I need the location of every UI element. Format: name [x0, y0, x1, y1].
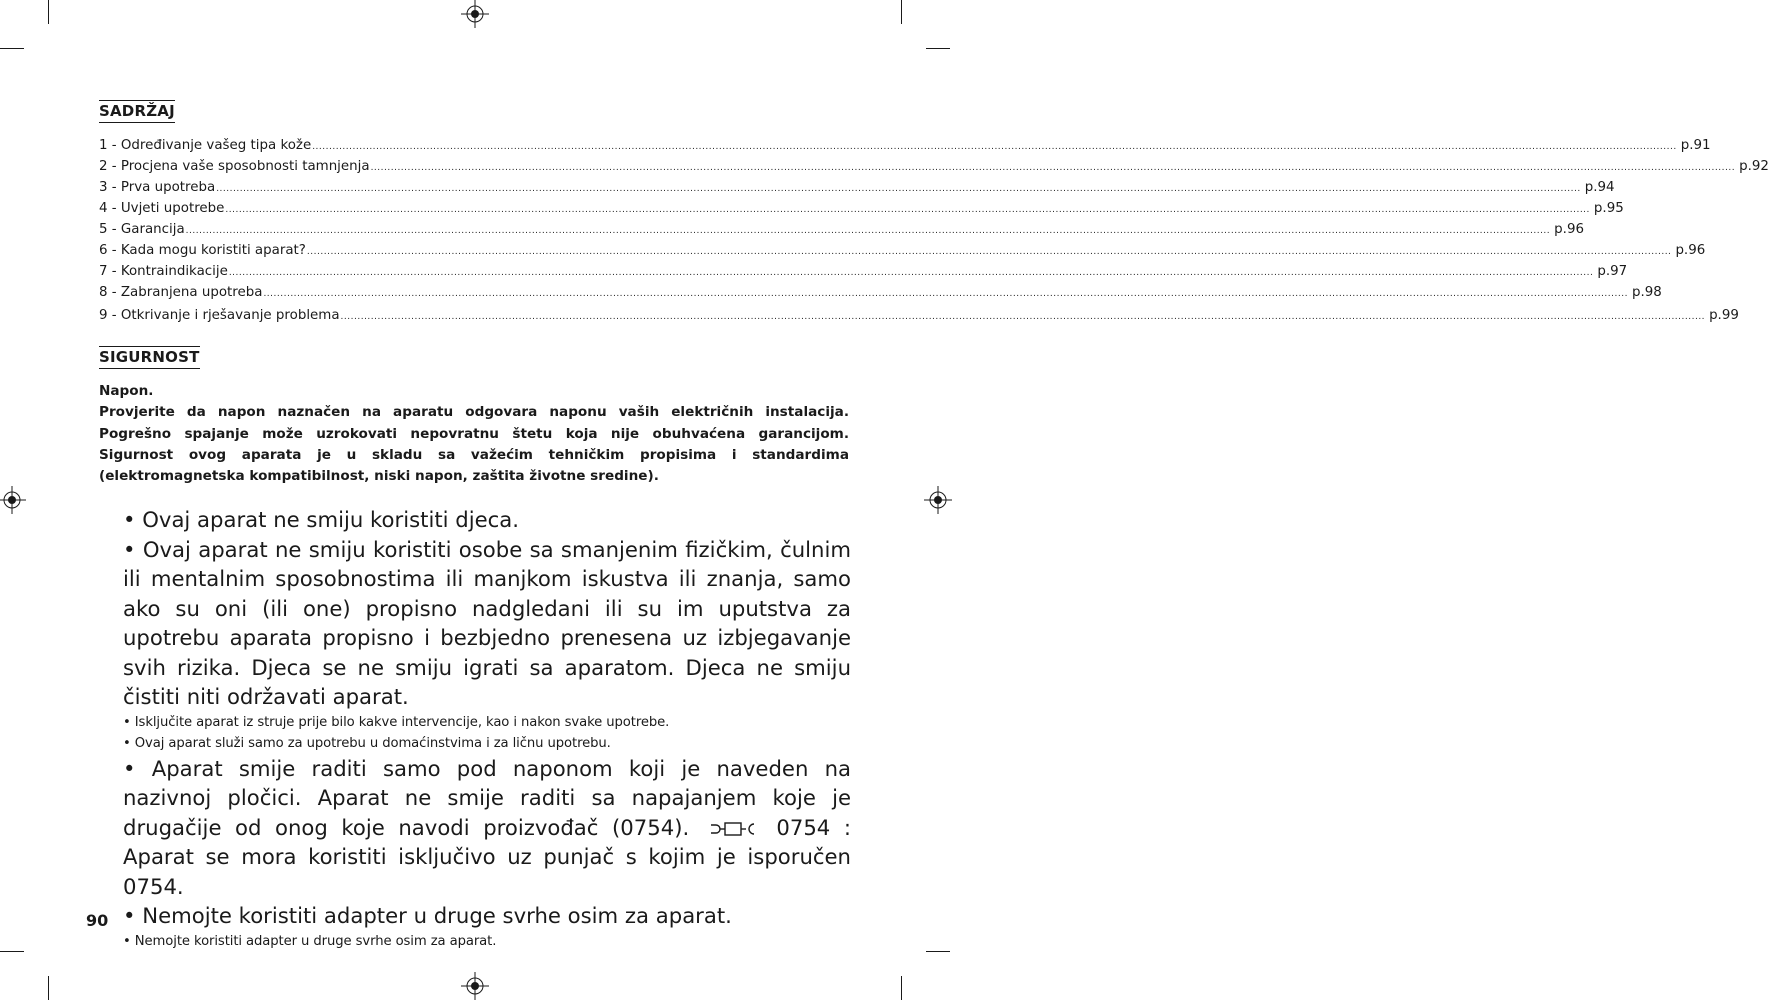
instruction-charger-text: 0754 : Aparat se mora koristiti isključivo uz punjač s kojim je isporučen 0754. — [123, 814, 851, 899]
crop-mark — [901, 976, 902, 1000]
instruction-household-use: • Ovaj aparat služi samo za upotrebu u domaćinstvima i za ličnu upotrebu. — [123, 735, 611, 751]
toc-heading: SADRŽAJ — [99, 100, 175, 123]
toc-page-number: 97 — [1610, 264, 1628, 279]
toc-row[interactable] — [99, 156, 1769, 177]
instruction-voltage-text: • Aparat smije raditi samo pod naponom koji je naveden na nazivnoj pločici. Aparat ne smije raditi sa napajanjem koje je drugačije od onog koje navodi proizvođač (0754). — [123, 755, 851, 840]
instruction-unplug: • Isključite aparat iz struje prije bilo kakve intervencije, kao i nakon svake upotrebe. — [123, 714, 670, 730]
toc-row[interactable] — [99, 240, 1706, 261]
toc-page-prefix: p. — [1739, 159, 1752, 174]
safety-instructions — [123, 505, 851, 952]
toc-leader: ...................................................................................................................................................................................................................................................................................................................................................................................................................... — [312, 142, 1677, 152]
instruction-reduced-capabilities: • Ovaj aparat ne smiju koristiti osobe sa smanjenim fizičkim, čulnim ili mentalnim sposobnostima ili manjkom iskustva ili znanja, samo ako su oni (ili one) propisno nadgledani ili su im uputstva za upotrebu aparata propisno i bezbjedno prenesena uz izbjegavanje svih rizika. Djeca se ne smiju igrati sa aparatom. Djeca ne smiju čistiti niti održavati aparat. — [123, 536, 851, 709]
crop-mark — [0, 48, 24, 49]
toc-row[interactable] — [99, 261, 1628, 282]
toc-page-number: 98 — [1644, 285, 1662, 300]
instruction-adapter: • Nemojte koristiti adapter u druge svrhe osim za aparat. — [123, 903, 732, 928]
warning-body: Provjerite da napon naznačen na aparatu odgovara naponu vaših električnih instalacija. Pogrešno spajanje može uzrokovati nepovratnu štetu koja nije obuhvaćena garancijom. Sigurnost ovog aparata je u skladu sa važećim tehničkim propisima i standardima (elektromagnetska kompatibilnost, niski napon, zaštita životne sredine). — [99, 404, 849, 485]
toc-page-prefix: p. — [1631, 285, 1645, 300]
toc-title: 8 - Zabranjena upotreba — [99, 285, 263, 300]
toc-page-number: 94 — [1597, 180, 1615, 195]
toc-leader: ...................................................................................................................................................................................................................................................................................................................................................................................................................... — [370, 163, 1736, 173]
toc-title: 4 - Uvjeti upotrebe — [99, 201, 225, 216]
toc-title: 9 - Otkrivanje i rješavanje problema — [99, 308, 340, 323]
toc-row[interactable] — [99, 305, 1739, 326]
warning-title: Napon. — [99, 383, 154, 399]
crop-mark — [926, 951, 950, 952]
crop-mark — [901, 0, 902, 24]
toc-row[interactable] — [99, 177, 1615, 198]
toc-page-number: 92 — [1751, 159, 1769, 174]
toc-leader: ...................................................................................................................................................................................................................................................................................................................................................................................................................... — [306, 247, 1672, 257]
toc-row[interactable] — [99, 219, 1584, 240]
toc-page-prefix: p. — [1593, 201, 1607, 216]
toc-page-prefix: p. — [1675, 243, 1689, 258]
toc-title: 2 - Procjena vaše sposobnosti tamnjenja — [99, 159, 370, 174]
safety-heading: SIGURNOST — [99, 346, 200, 369]
instruction-adapter-small: • Nemojte koristiti adapter u druge svrhe osim za aparat. — [123, 933, 497, 949]
toc-page-prefix: p. — [1554, 222, 1567, 237]
registration-mark-icon — [461, 0, 489, 28]
toc-leader: ...................................................................................................................................................................................................................................................................................................................................................................................................................... — [263, 289, 1628, 299]
toc-page-prefix: p. — [1584, 180, 1598, 195]
crop-mark — [48, 976, 49, 1000]
registration-mark-icon — [0, 486, 26, 514]
toc-page-prefix: p. — [1597, 264, 1611, 279]
toc-page-number: 95 — [1606, 201, 1624, 216]
adapter-plug-icon — [709, 821, 757, 837]
toc-page-prefix: p. — [1709, 308, 1722, 323]
toc-row[interactable] — [99, 135, 1711, 156]
toc-page-number: 99 — [1721, 308, 1739, 323]
toc-title: 6 - Kada mogu koristiti aparat? — [99, 243, 306, 258]
voltage-warning — [99, 381, 849, 487]
registration-mark-icon — [924, 486, 952, 514]
crop-mark — [926, 48, 950, 49]
toc-page-number: 91 — [1693, 138, 1711, 153]
registration-mark-icon — [461, 972, 489, 1000]
toc-row[interactable] — [99, 282, 1662, 303]
toc-row[interactable] — [99, 198, 1624, 219]
instruction-children: • Ovaj aparat ne smiju koristiti djeca. — [123, 507, 519, 532]
toc-title: 3 - Prva upotreba — [99, 180, 216, 195]
toc-title: 7 - Kontraindikacije — [99, 264, 228, 279]
toc-title: 5 - Garancija — [99, 222, 185, 237]
toc-leader: ...................................................................................................................................................................................................................................................................................................................................................................................................................... — [225, 205, 1590, 215]
page-number: 90 — [86, 911, 109, 930]
crop-mark — [48, 0, 49, 24]
table-of-contents — [99, 135, 1769, 326]
toc-title: 1 - Određivanje vašeg tipa kože — [99, 138, 312, 153]
toc-page-prefix: p. — [1680, 138, 1694, 153]
toc-page-number: 96 — [1688, 243, 1706, 258]
toc-leader: ...................................................................................................................................................................................................................................................................................................................................................................................................................... — [216, 184, 1581, 194]
toc-leader: ...................................................................................................................................................................................................................................................................................................................................................................................................................... — [185, 226, 1551, 236]
instruction-voltage — [123, 754, 851, 902]
toc-page-number: 96 — [1566, 222, 1584, 237]
crop-mark — [0, 951, 24, 952]
toc-leader: ...................................................................................................................................................................................................................................................................................................................................................................................................................... — [340, 312, 1706, 322]
toc-leader: ...................................................................................................................................................................................................................................................................................................................................................................................................................... — [228, 268, 1594, 278]
